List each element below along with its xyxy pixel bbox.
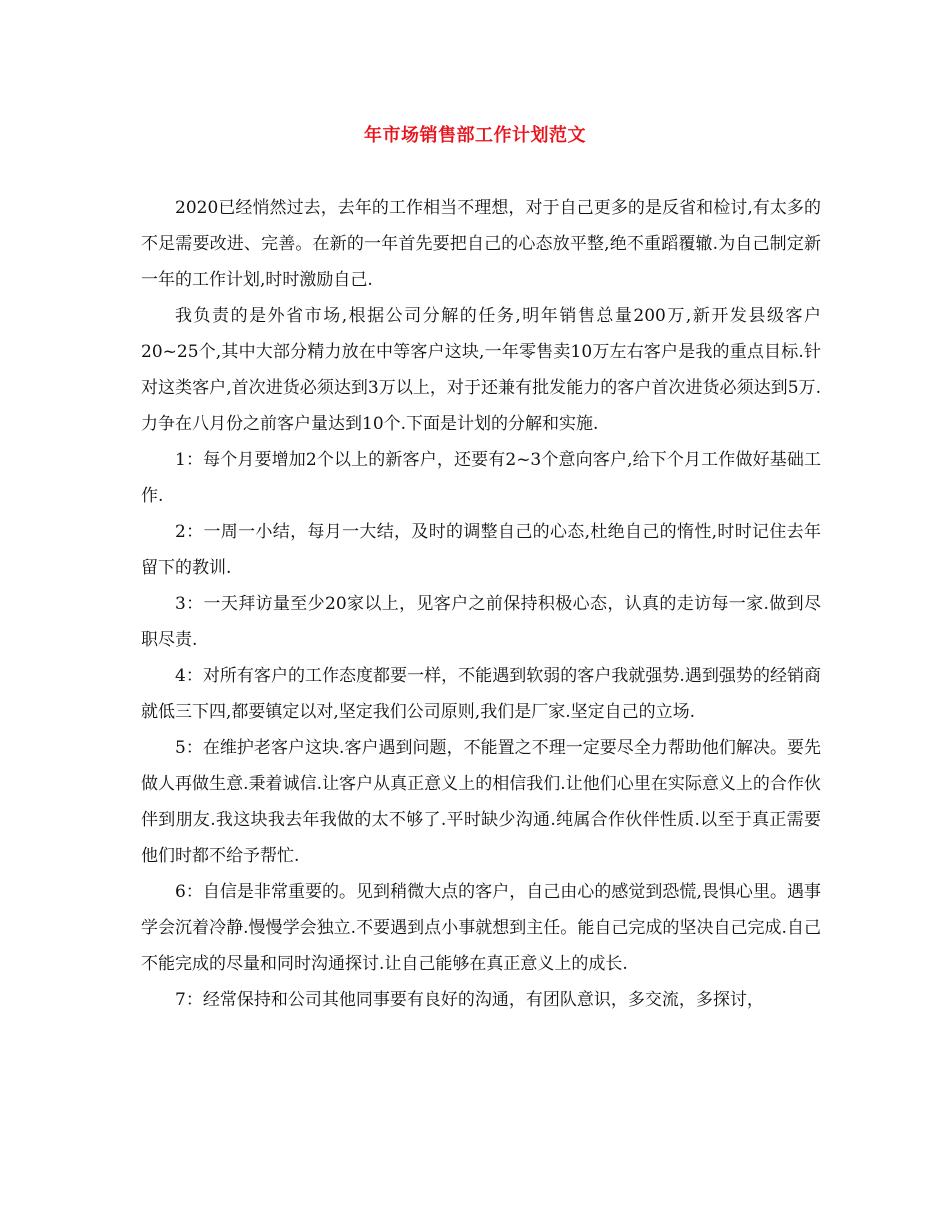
paragraph-item-5: 5：在维护老客户这块.客户遇到问题，不能置之不理一定要尽全力帮助他们解决。要先做人再做生意.秉着诚信.让客户从真正意义上的相信我们.让他们心里在实际意义上的合作伙伴到朋友.我这块我去年我做的太不够了.平时缺少沟通.纯属合作伙伴性质.以至于真正需要他们时都不给予帮忙. bbox=[141, 738, 821, 866]
paragraph-item-1: 1：每个月要增加2个以上的新客户，还要有2~3个意向客户,给下个月工作做好基础工作. bbox=[141, 450, 821, 506]
paragraph-item-6: 6：自信是非常重要的。见到稍微大点的客户，自己由心的感觉到恐慌,畏惧心里。遇事学会沉着冷静.慢慢学会独立.不要遇到点小事就想到主任。能自己完成的坚决自己完成.自己不能完成的尽量和同时沟通探讨.让自己能够在真正意义上的成长. bbox=[141, 882, 821, 974]
document-title: 年市场销售部工作计划范文 bbox=[364, 125, 586, 146]
paragraph-responsibility: 我负责的是外省市场,根据公司分解的任务,明年销售总量200万,新开发县级客户 20~25个,其中大部分精力放在中等客户这块,一年零售卖10万左右客户是我的重点目标.针对这类客户,首次进货必须达到3万以上，对于还兼有批发能力的客户首次进货必须达到5万.力争在八月份之前客户量达到10个.下面是计划的分解和实施. bbox=[141, 306, 821, 434]
paragraph-item-2: 2：一周一小结，每月一大结，及时的调整自己的心态,杜绝自己的惰性,时时记住去年留下的教训. bbox=[141, 522, 821, 578]
paragraph-item-7: 7：经常保持和公司其他同事要有良好的沟通，有团队意识，多交流，多探讨， bbox=[175, 990, 764, 1010]
paragraph-intro: 2020已经悄然过去，去年的工作相当不理想，对于自己更多的是反省和检讨,有太多的不足需要改进、完善。在新的一年首先要把自己的心态放平整,绝不重蹈覆辙.为自己制定新一年的工作计划,时时激励自己. bbox=[141, 198, 821, 290]
paragraph-item-4: 4：对所有客户的工作态度都要一样，不能遇到软弱的客户我就强势.遇到强势的经销商就低三下四,都要镇定以对,坚定我们公司原则,我们是厂家.坚定自己的立场. bbox=[141, 666, 821, 722]
paragraph-item-3: 3：一天拜访量至少20家以上，见客户之前保持积极心态，认真的走访每一家.做到尽职尽责. bbox=[141, 594, 821, 650]
document-body bbox=[141, 190, 821, 1018]
